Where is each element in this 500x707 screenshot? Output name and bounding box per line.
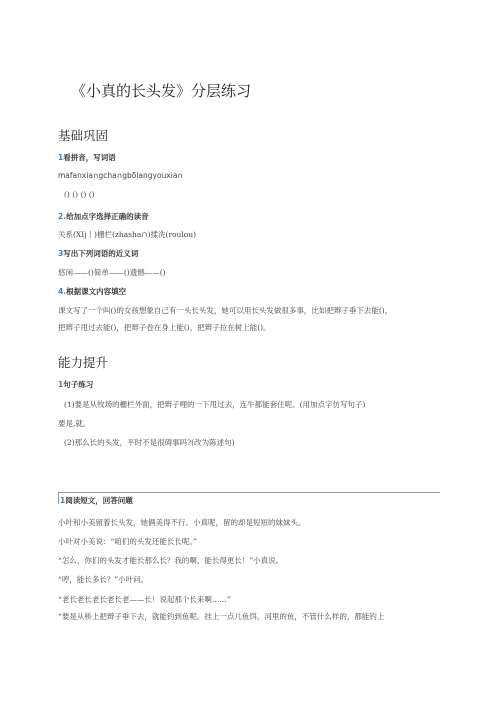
question-text: 看拼音，写词语 <box>63 153 116 162</box>
question-3-heading <box>58 248 138 259</box>
question-text: 给加点字选择正确的读音 <box>66 212 149 221</box>
passage-paragraph: “要是从桥上把辫子垂下去，就能钓到鱼呢。挂上一点儿鱼饵，河里的鱼，不管什么样的，都能钓上 <box>58 612 385 621</box>
question-number: 1 <box>58 380 64 389</box>
divider-line <box>58 492 440 493</box>
section-heading-advanced: 能力提升 <box>58 355 109 370</box>
question-3-body: 悠闲——()简单——()遗憾——() <box>58 268 166 277</box>
question-1-heading <box>58 152 116 163</box>
question-number: 3 <box>58 249 64 258</box>
question-2-body: 关系(XIj丨)栅栏(zhasha∩)揉洗(roulou) <box>58 230 197 239</box>
answer-blanks: () () () () <box>64 190 95 199</box>
question-text: 写出下列词语的近义词 <box>63 249 139 258</box>
sentence-exercise-2: (2)那么长的头发，平时不是很碍事吗?(改为陈述句) <box>64 438 235 447</box>
question-4-line-2: 把辫子甩过去能()，把辫子卷在身上能()，把辫子拉在树上能()。 <box>58 323 271 332</box>
passage-paragraph: “老长老长老长老长老——长！说起那个长来啊……” <box>58 595 231 604</box>
question-text: 句子练习 <box>63 380 94 389</box>
passage-paragraph: “哼，能长多长？”小叶问。 <box>58 575 149 584</box>
page-title: 《小真的长头发》分层练习 <box>71 82 252 100</box>
question-number: 1 <box>58 153 64 162</box>
question-text: 根据课文内容填空 <box>66 287 127 296</box>
question-5-heading <box>58 379 93 390</box>
question-4-heading <box>58 286 126 297</box>
question-2-heading <box>58 211 149 222</box>
passage-paragraph: “怎么，你们的头发才能长那么长？我的啊，能长得更长！”小真说。 <box>58 556 284 565</box>
question-6-heading <box>60 495 133 506</box>
question-number: 2. <box>58 212 67 221</box>
divider-bar <box>58 492 59 504</box>
sentence-exercise-1-answer: 要是,就。 <box>58 419 91 428</box>
question-text: 阅读短文，回答问题 <box>65 496 133 505</box>
passage-paragraph: 小叶对小美说：“咱们的头发还能长长呢。” <box>58 537 197 546</box>
question-4-line-1: 课文写了一个叫()的女孩想象自己有一头长头发，她可以用长头发做很多事，比如把辫子垂下去能()， <box>58 306 393 315</box>
passage-paragraph: 小叶和小美留着长头发，她俩美得不行。小真呢，留的却是短短的妹妹头。 <box>58 518 306 527</box>
question-number: 4. <box>58 287 67 296</box>
section-heading-basic: 基础巩固 <box>58 128 109 143</box>
pinyin-line: mafanxia∩gcha∩gbδlangyouxia∩ <box>58 171 183 180</box>
question-number: 1 <box>60 496 66 505</box>
sentence-exercise-1: (1)要是从牧场的栅栏外面，把辫子哩的一下甩过去，连牛都能套住呢。(用加点字仿写句子) <box>64 400 366 409</box>
